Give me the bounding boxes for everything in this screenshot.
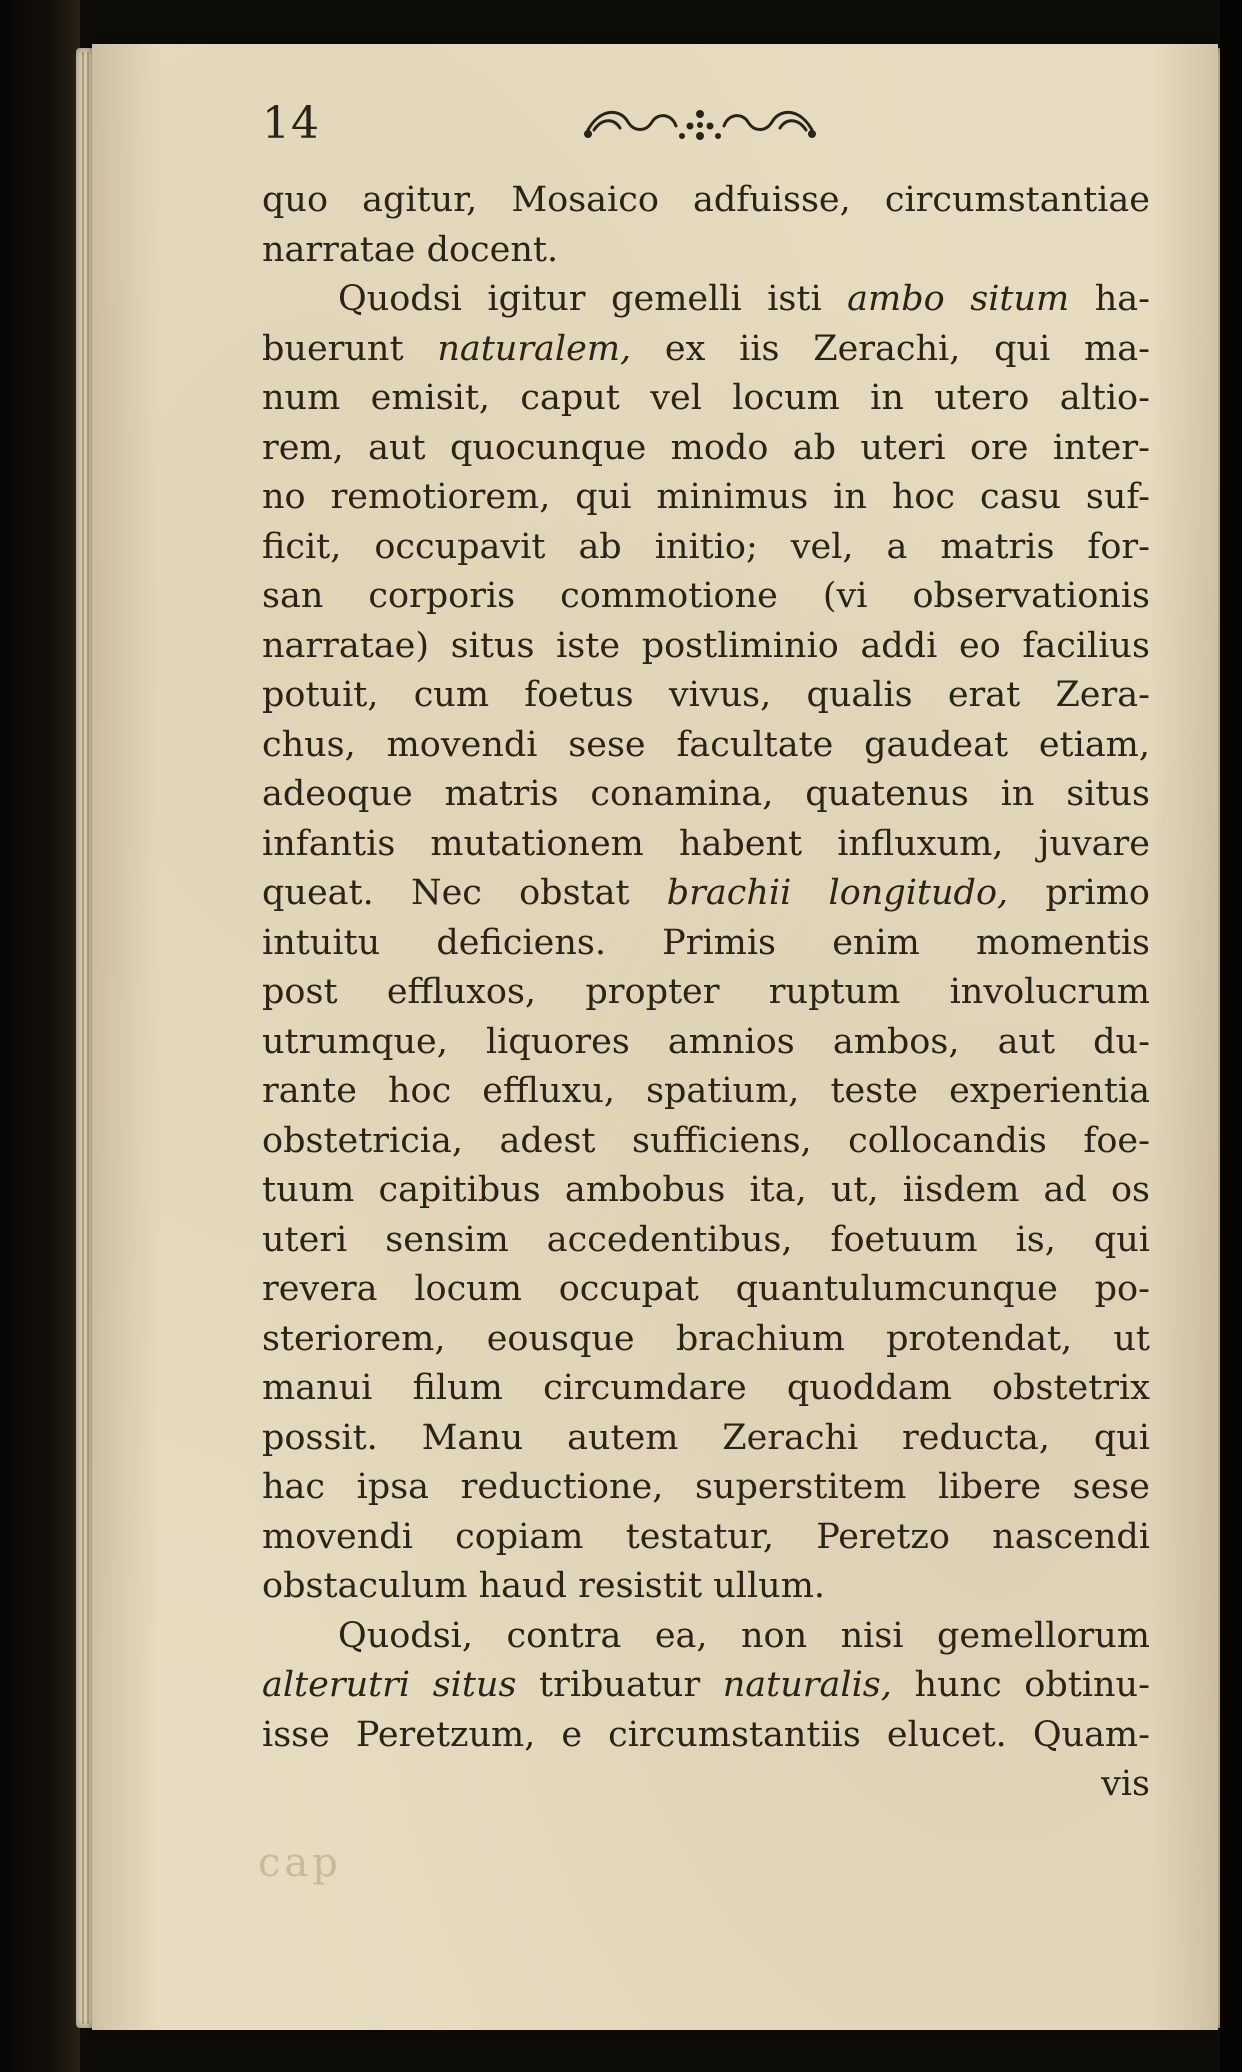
- text-word: vel,: [790, 526, 854, 567]
- text-word: ex: [664, 328, 706, 369]
- page-edge-line: [87, 52, 89, 2024]
- text-word: circumdare: [543, 1368, 747, 1408]
- text-word: juvare: [1038, 823, 1150, 864]
- text-word: foetus: [524, 675, 634, 715]
- text-word: involucrum: [949, 972, 1150, 1012]
- text-line: [262, 523, 1150, 573]
- text-line: [262, 325, 1150, 375]
- text-word: tribuatur: [539, 1665, 701, 1705]
- text-word: chus,: [262, 724, 356, 765]
- text-word: iste: [556, 625, 621, 666]
- text-line: [262, 968, 1150, 1018]
- text-word: vis: [1101, 1764, 1150, 1804]
- text-line: [262, 1760, 1150, 1810]
- text-word: influxum,: [837, 823, 1004, 864]
- ornament-icon: [580, 100, 820, 148]
- text-word: docent.: [426, 229, 559, 270]
- text-word: amnios: [667, 1021, 795, 1062]
- text-word: liquores: [485, 1021, 630, 1062]
- text-line: [262, 1018, 1150, 1068]
- text-word: steriorem,: [262, 1318, 446, 1359]
- text-word: enim: [832, 922, 920, 963]
- text-word: e: [561, 1714, 583, 1755]
- text-word: autem: [567, 1417, 679, 1458]
- text-word: du-: [1093, 1021, 1150, 1062]
- text-line: [262, 1117, 1150, 1167]
- text-word: sufficiens,: [631, 1120, 812, 1161]
- text-word: copiam: [455, 1516, 584, 1557]
- text-word: quatenus: [805, 774, 969, 814]
- text-line: [262, 1612, 1150, 1662]
- page-number: 14: [262, 98, 320, 149]
- text-word: movendi: [262, 1516, 413, 1557]
- text-word: qui: [994, 328, 1051, 369]
- text-word: situs: [450, 625, 535, 666]
- text-word: cum: [413, 675, 490, 715]
- text-word: for-: [1087, 526, 1150, 567]
- text-word: Quodsi: [338, 279, 462, 319]
- text-word: naturalem,: [437, 328, 632, 369]
- scan-edge-right: [1220, 0, 1242, 2072]
- text-word: ad: [1043, 1170, 1087, 1210]
- text-word: no: [262, 477, 306, 517]
- text-word: quantulumcunque: [735, 1269, 1058, 1309]
- text-word: caput: [520, 378, 620, 418]
- text-word: circumstantiae: [884, 180, 1150, 220]
- text-word: circumstantiis: [608, 1714, 861, 1755]
- text-word: qui: [1093, 1219, 1150, 1260]
- text-word: locum: [732, 378, 840, 418]
- text-word: haud: [478, 1566, 567, 1606]
- text-word: facilius: [1022, 625, 1150, 666]
- text-line: [262, 572, 1150, 622]
- text-word: adest: [499, 1120, 596, 1161]
- text-word: nisi: [840, 1615, 904, 1656]
- text-word: testatur,: [625, 1516, 774, 1557]
- text-line: [262, 1513, 1150, 1563]
- text-word: reducta,: [902, 1417, 1051, 1458]
- text-word: vivus,: [668, 675, 772, 715]
- text-word: corporis: [368, 576, 516, 616]
- text-line: [262, 770, 1150, 820]
- text-word: potuit,: [262, 675, 379, 715]
- text-word: po-: [1094, 1269, 1150, 1309]
- text-word: adfuisse,: [693, 180, 851, 220]
- text-word: post: [262, 972, 338, 1012]
- text-word: aut: [368, 427, 426, 468]
- text-word: eo: [958, 625, 1001, 666]
- text-word: superstitem: [694, 1467, 907, 1507]
- text-line: [262, 1364, 1150, 1414]
- text-word: sensim: [385, 1219, 509, 1260]
- text-word: ambos,: [832, 1021, 960, 1062]
- text-line: [262, 820, 1150, 870]
- text-word: a: [886, 526, 908, 567]
- text-word: naturalis,: [722, 1665, 892, 1705]
- text-word: nascendi: [992, 1516, 1150, 1557]
- text-word: iis: [739, 328, 780, 369]
- text-word: isse: [262, 1714, 330, 1755]
- text-line: [262, 1463, 1150, 1513]
- text-word: resistit: [578, 1566, 703, 1606]
- text-word: situs: [1066, 774, 1150, 814]
- text-word: situm: [970, 279, 1070, 319]
- text-word: casu: [979, 477, 1061, 517]
- text-word: eousque: [486, 1318, 635, 1359]
- text-word: ita,: [749, 1170, 807, 1210]
- text-line: [262, 473, 1150, 523]
- text-word: etiam,: [1038, 724, 1150, 765]
- text-word: agitur,: [362, 180, 478, 220]
- text-word: ha-: [1094, 279, 1150, 319]
- text-word: brachium: [675, 1318, 845, 1359]
- text-word: obstat: [519, 873, 630, 913]
- text-word: foe-: [1083, 1120, 1150, 1161]
- text-word: ma-: [1084, 328, 1150, 369]
- text-word: Zerachi,: [813, 328, 961, 369]
- text-word: ea,: [654, 1615, 708, 1656]
- text-word: ambobus: [564, 1170, 726, 1210]
- text-word: isti: [767, 279, 822, 319]
- text-word: possit.: [262, 1417, 378, 1458]
- text-word: Peretzum,: [355, 1714, 536, 1755]
- text-word: obstetricia,: [262, 1120, 463, 1161]
- text-line: [262, 176, 1150, 226]
- text-word: primo: [1045, 873, 1150, 913]
- text-line: [262, 424, 1150, 474]
- text-word: obstaculum: [262, 1566, 468, 1606]
- text-word: revera: [262, 1269, 378, 1309]
- text-word: alterutri: [262, 1665, 411, 1705]
- text-line: [262, 1315, 1150, 1365]
- text-word: foetuum: [830, 1219, 978, 1260]
- text-line: [262, 1562, 1150, 1612]
- text-word: ambo: [847, 279, 945, 319]
- text-word: uteri: [860, 427, 946, 468]
- text-word: Zerachi: [722, 1417, 859, 1458]
- text-word: facultate: [676, 724, 834, 765]
- text-word: suf-: [1085, 477, 1150, 517]
- text-word: in: [1000, 774, 1035, 814]
- text-word: minimus: [656, 477, 809, 517]
- text-word: locum: [414, 1269, 522, 1309]
- text-word: longitudo,: [828, 873, 1009, 913]
- text-word: tuum: [262, 1170, 355, 1210]
- text-word: ab: [792, 427, 837, 468]
- text-word: os: [1110, 1170, 1150, 1210]
- text-word: remotiorem,: [330, 477, 551, 517]
- text-word: in: [870, 378, 904, 418]
- text-word: narratae: [262, 229, 416, 270]
- text-line: [262, 1067, 1150, 1117]
- text-word: adeoque: [262, 774, 413, 814]
- text-word: obstetrix: [992, 1368, 1150, 1408]
- text-word: inter-: [1052, 427, 1150, 468]
- text-word: teste: [830, 1071, 919, 1111]
- text-word: collocandis: [848, 1120, 1047, 1161]
- text-word: occupavit: [374, 526, 546, 567]
- text-line: [262, 1661, 1150, 1711]
- text-line: [262, 919, 1150, 969]
- text-word: ore: [969, 427, 1029, 468]
- text-word: ficit,: [262, 526, 342, 567]
- text-word: filum: [412, 1368, 503, 1408]
- text-word: qui: [1093, 1417, 1150, 1458]
- text-word: iisdem: [902, 1170, 1020, 1210]
- text-word: queat.: [262, 873, 374, 913]
- text-word: reductione,: [460, 1467, 664, 1507]
- text-word: momentis: [976, 922, 1150, 963]
- text-line: [262, 226, 1150, 276]
- text-word: matris: [940, 526, 1055, 567]
- text-word: accedentibus,: [546, 1219, 793, 1260]
- text-word: rem,: [262, 427, 344, 468]
- text-word: addi: [860, 625, 938, 666]
- text-word: mutationem: [430, 823, 644, 864]
- text-word: gemelli: [611, 279, 742, 319]
- text-word: quocunque: [449, 427, 647, 468]
- text-word: commotione: [560, 576, 778, 616]
- bleed-through-text: cap: [258, 1840, 342, 1886]
- text-word: ipsa: [356, 1467, 430, 1507]
- text-line: [262, 671, 1150, 721]
- text-word: Quam-: [1032, 1714, 1150, 1755]
- text-word: situs: [432, 1665, 517, 1705]
- text-word: habent: [678, 823, 803, 864]
- text-word: utrumque,: [262, 1021, 448, 1062]
- text-word: quoddam: [786, 1368, 952, 1408]
- text-word: gemellorum: [937, 1615, 1150, 1656]
- text-word: Manu: [421, 1417, 524, 1458]
- text-word: hoc: [387, 1071, 452, 1111]
- text-word: uteri: [262, 1219, 348, 1260]
- text-word: initio;: [654, 526, 758, 567]
- text-word: propter: [585, 972, 720, 1012]
- text-word: num: [262, 378, 341, 418]
- text-line: [262, 275, 1150, 325]
- text-word: altio-: [1059, 378, 1150, 418]
- text-word: (vi: [822, 576, 868, 616]
- text-word: non: [741, 1615, 808, 1656]
- text-word: qui: [575, 477, 632, 517]
- text-word: buerunt: [262, 328, 404, 369]
- text-word: ab: [578, 526, 622, 567]
- text-word: quo: [262, 180, 329, 220]
- text-word: Nec: [410, 873, 482, 913]
- text-line: [262, 622, 1150, 672]
- text-word: capitibus: [378, 1170, 541, 1210]
- text-word: infantis: [262, 823, 396, 864]
- text-line: [262, 1216, 1150, 1266]
- text-word: movendi: [386, 724, 538, 765]
- text-word: qualis: [806, 675, 913, 715]
- text-word: emisit,: [370, 378, 491, 418]
- text-word: Quodsi,: [338, 1615, 473, 1656]
- text-word: intuitu: [262, 922, 381, 963]
- text-line: [262, 1265, 1150, 1315]
- text-word: ruptum: [768, 972, 901, 1012]
- text-line: [262, 1166, 1150, 1216]
- text-word: spatium,: [646, 1071, 800, 1111]
- text-word: in: [833, 477, 867, 517]
- text-word: hunc: [914, 1665, 1002, 1705]
- text-word: Peretzo: [816, 1516, 950, 1557]
- text-word: utero: [934, 378, 1030, 418]
- text-word: hac: [262, 1467, 326, 1507]
- text-word: protendat,: [886, 1318, 1073, 1359]
- text-word: deficiens.: [436, 922, 606, 963]
- text-word: brachii: [666, 873, 792, 913]
- body-text: [262, 176, 1150, 1810]
- text-word: manui: [262, 1368, 373, 1408]
- text-word: elucet.: [886, 1714, 1007, 1755]
- text-word: obtinu-: [1024, 1665, 1150, 1705]
- page-edge-line: [82, 52, 84, 2024]
- text-word: is,: [1015, 1219, 1056, 1260]
- text-word: effluxu,: [482, 1071, 615, 1111]
- text-word: rante: [262, 1071, 357, 1111]
- text-word: narratae): [262, 625, 430, 666]
- text-word: ullum.: [713, 1566, 826, 1606]
- text-line: [262, 374, 1150, 424]
- text-word: vel: [650, 378, 702, 418]
- text-word: gaudeat: [864, 724, 1009, 765]
- text-word: Zera-: [1055, 675, 1150, 715]
- text-word: igitur: [487, 279, 586, 319]
- text-word: hoc: [891, 477, 956, 517]
- text-word: sese: [1072, 1467, 1150, 1507]
- text-word: libere: [938, 1467, 1042, 1507]
- text-word: experientia: [949, 1071, 1150, 1111]
- text-word: ut,: [830, 1170, 879, 1210]
- text-word: erat: [947, 675, 1021, 715]
- text-word: Primis: [662, 922, 776, 963]
- text-word: matris: [444, 774, 559, 814]
- text-word: occupat: [558, 1269, 699, 1309]
- text-word: conamina,: [590, 774, 774, 814]
- text-word: postliminio: [641, 625, 839, 666]
- text-word: aut: [997, 1021, 1056, 1062]
- text-word: effluxos,: [386, 972, 537, 1012]
- text-word: sese: [568, 724, 646, 765]
- text-word: Mosaico: [511, 180, 659, 220]
- text-word: ut: [1113, 1318, 1150, 1359]
- text-word: san: [262, 576, 324, 616]
- scan-edge-left: [0, 0, 80, 2072]
- text-line: [262, 869, 1150, 919]
- text-word: contra: [506, 1615, 622, 1656]
- text-word: observationis: [912, 576, 1150, 616]
- text-word: modo: [670, 427, 769, 468]
- text-line: [262, 1414, 1150, 1464]
- text-line: [262, 721, 1150, 771]
- text-line: [262, 1711, 1150, 1761]
